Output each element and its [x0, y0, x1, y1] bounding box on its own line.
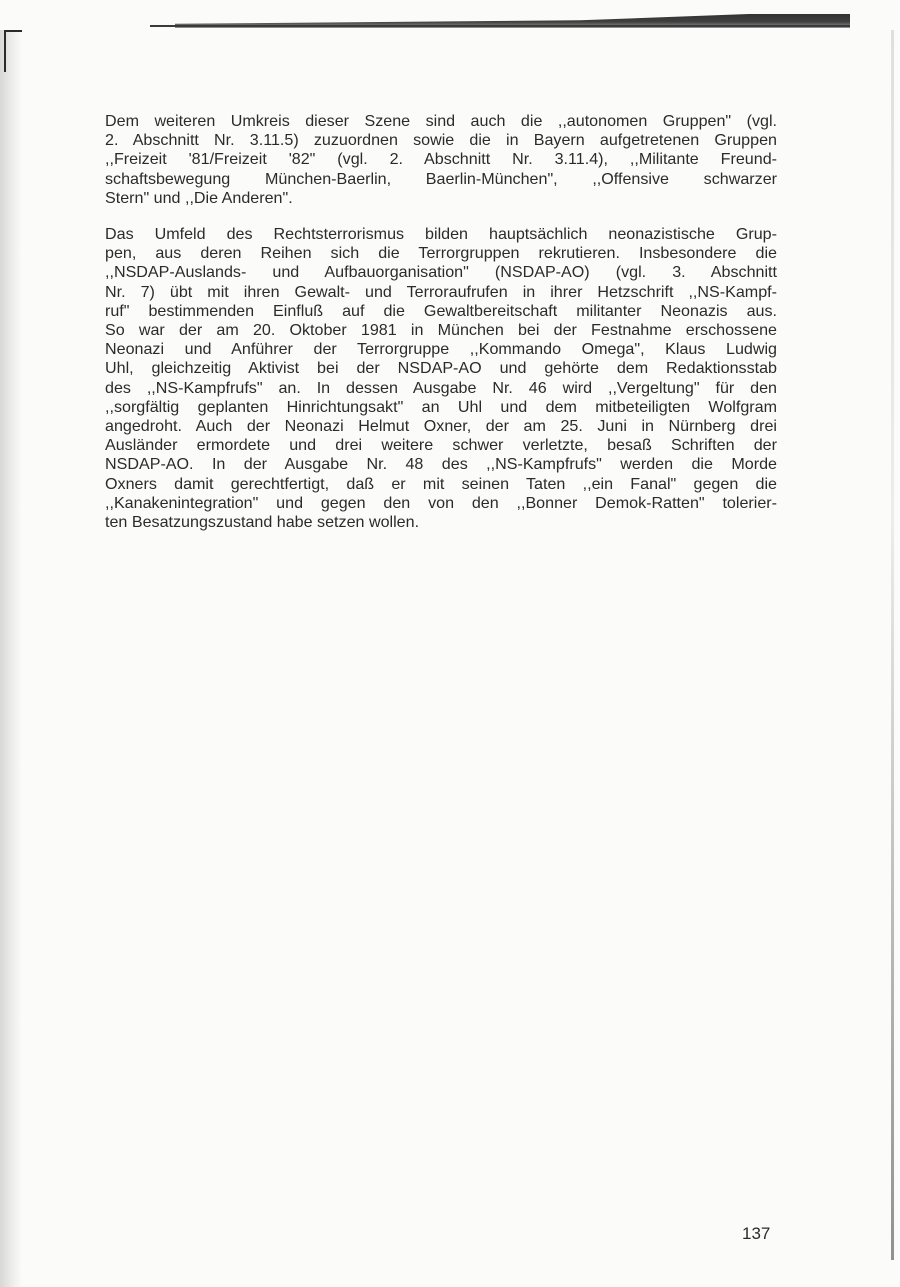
paragraph-gap: [105, 208, 777, 225]
text-line: ,,Freizeit '81/Freizeit '82" (vgl. 2. Abschnitt Nr. 3.11.4), ,,Militante Freund-: [105, 150, 777, 169]
text-line: pen, aus deren Reihen sich die Terrorgruppen rekrutieren. Insbesondere die: [105, 244, 777, 263]
paragraph-1: [105, 112, 777, 208]
text-line: ruf" bestimmenden Einfluß auf die Gewaltbereitschaft militanter Neonazis aus.: [105, 301, 777, 320]
text-line: Das Umfeld des Rechtsterrorismus bilden hauptsächlich neonazistische Grup-: [105, 225, 777, 244]
text-line: NSDAP-AO. In der Ausgabe Nr. 48 des ,,NS-Kampfrufs" werden die Morde: [105, 455, 777, 474]
scan-corner-mark: [4, 30, 22, 72]
text-line: Neonazi und Anführer der Terrorgruppe ,,Kommando Omega", Klaus Ludwig: [105, 340, 777, 359]
page-number: 137: [742, 1224, 771, 1243]
text-line: ,,sorgfältig geplanten Hinrichtungsakt" an Uhl und dem mitbeteiligten Wolfgram: [105, 397, 777, 416]
paragraph-2: [105, 225, 777, 532]
text-line: So war der am 20. Oktober 1981 in München bei der Festnahme erschossene: [105, 321, 777, 340]
text-line: schaftsbewegung München-Baerlin, Baerlin-München", ,,Offensive schwarzer: [105, 169, 777, 188]
text-line: Ausländer ermordete und drei weitere schwer verletzte, besaß Schriften der: [105, 436, 777, 455]
text-line: ,,NSDAP-Auslands- und Aufbauorganisation" (NSDAP-AO) (vgl. 3. Abschnitt: [105, 263, 777, 282]
text-line: ten Besatzungszustand habe setzen wollen.: [105, 513, 420, 532]
text-line: Uhl, gleichzeitig Aktivist bei der NSDAP-AO und gehörte dem Redaktionsstab: [105, 359, 777, 378]
text-line: 2. Abschnitt Nr. 3.11.5) zuzuordnen sowie die in Bayern aufgetretenen Gruppen: [105, 131, 777, 150]
scan-right-edge-shadow: [891, 30, 894, 1260]
text-line: Stern" und ,,Die Anderen".: [105, 188, 293, 207]
scan-left-edge-shadow: [0, 30, 22, 1287]
body-text: [105, 112, 777, 532]
text-line: ,,Kanakenintegration" und gegen den von den ,,Bonner Demok-Ratten" tolerier-: [105, 493, 777, 512]
text-line: Oxners damit gerechtfertigt, daß er mit seinen Taten ,,ein Fanal" gegen die: [105, 474, 777, 493]
scan-top-rule-thin: [150, 25, 850, 27]
text-line: angedroht. Auch der Neonazi Helmut Oxner, der am 25. Juni in Nürnberg drei: [105, 417, 777, 436]
text-line: Dem weiteren Umkreis dieser Szene sind auch die ,,autonomen Gruppen" (vgl.: [105, 112, 777, 130]
text-line: des ,,NS-Kampfrufs" an. In dessen Ausgabe Nr. 46 wird ,,Vergeltung" für den: [105, 378, 777, 397]
text-line: Nr. 7) übt mit ihren Gewalt- und Terroraufrufen in ihrer Hetzschrift ,,NS-Kampf-: [105, 282, 777, 301]
